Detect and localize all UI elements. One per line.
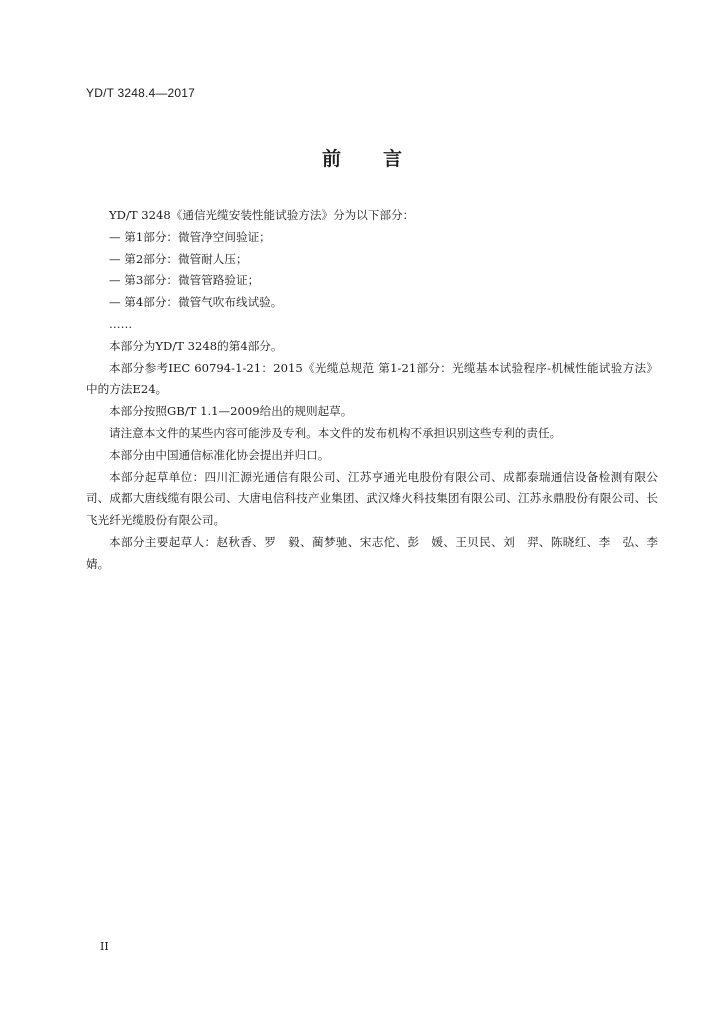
paragraph-drafting-units: 本部分起草单位：四川汇源光通信有限公司、江苏亨通光电股份有限公司、成都泰瑞通信设备检测有限公司、成都大唐线缆有限公司、大唐电信科技产业集团、武汉烽火科技集团有限公司、江苏永鼎股份有限公司、长飞光纤光缆股份有限公司。: [86, 469, 658, 528]
list-item-part-2: — 第2部分：微管耐人压；: [109, 251, 248, 266]
paragraph-drafting-rules: 本部分按照GB/T 1.1—2009给出的规则起草。: [109, 404, 353, 419]
paragraph-drafters: 本部分主要起草人：赵秋香、罗 毅、蔺梦驰、宋志佗、彭 媛、王贝民、刘 羿、陈晓红、李 弘、李 婧。: [86, 534, 670, 571]
paragraph-part-statement: 本部分为YD/T 3248的第4部分。: [109, 338, 283, 353]
document-body: [86, 205, 670, 576]
page-title: [0, 144, 724, 171]
list-item-part-3: — 第3部分：微管管路验证；: [109, 273, 260, 288]
paragraph-intro: YD/T 3248《通信光缆安装性能试验方法》分为以下部分：: [109, 208, 415, 222]
list-item-part-4: — 第4部分：微管气吹布线试验。: [109, 295, 283, 310]
page-number: II: [100, 940, 109, 953]
list-item-part-1: — 第1部分：微管净空间验证；: [109, 229, 271, 244]
document-code: YD/T 3248.4—2017: [86, 86, 196, 100]
title-char-2: 言: [383, 148, 403, 170]
paragraph-patent-notice: 请注意本文件的某些内容可能涉及专利。本文件的发布机构不承担识别这些专利的责任。: [109, 425, 562, 440]
title-char-1: 前: [321, 148, 341, 170]
paragraph-reference: 本部分参考IEC 60794-1-21：2015《光缆总规范 第1-21部分：光缆基本试验程序-机械性能试验方法》中的方法E24。: [86, 360, 658, 397]
paragraph-proposer: 本部分由中国通信标准化协会提出并归口。: [109, 447, 330, 462]
ellipsis: ……: [109, 316, 133, 331]
